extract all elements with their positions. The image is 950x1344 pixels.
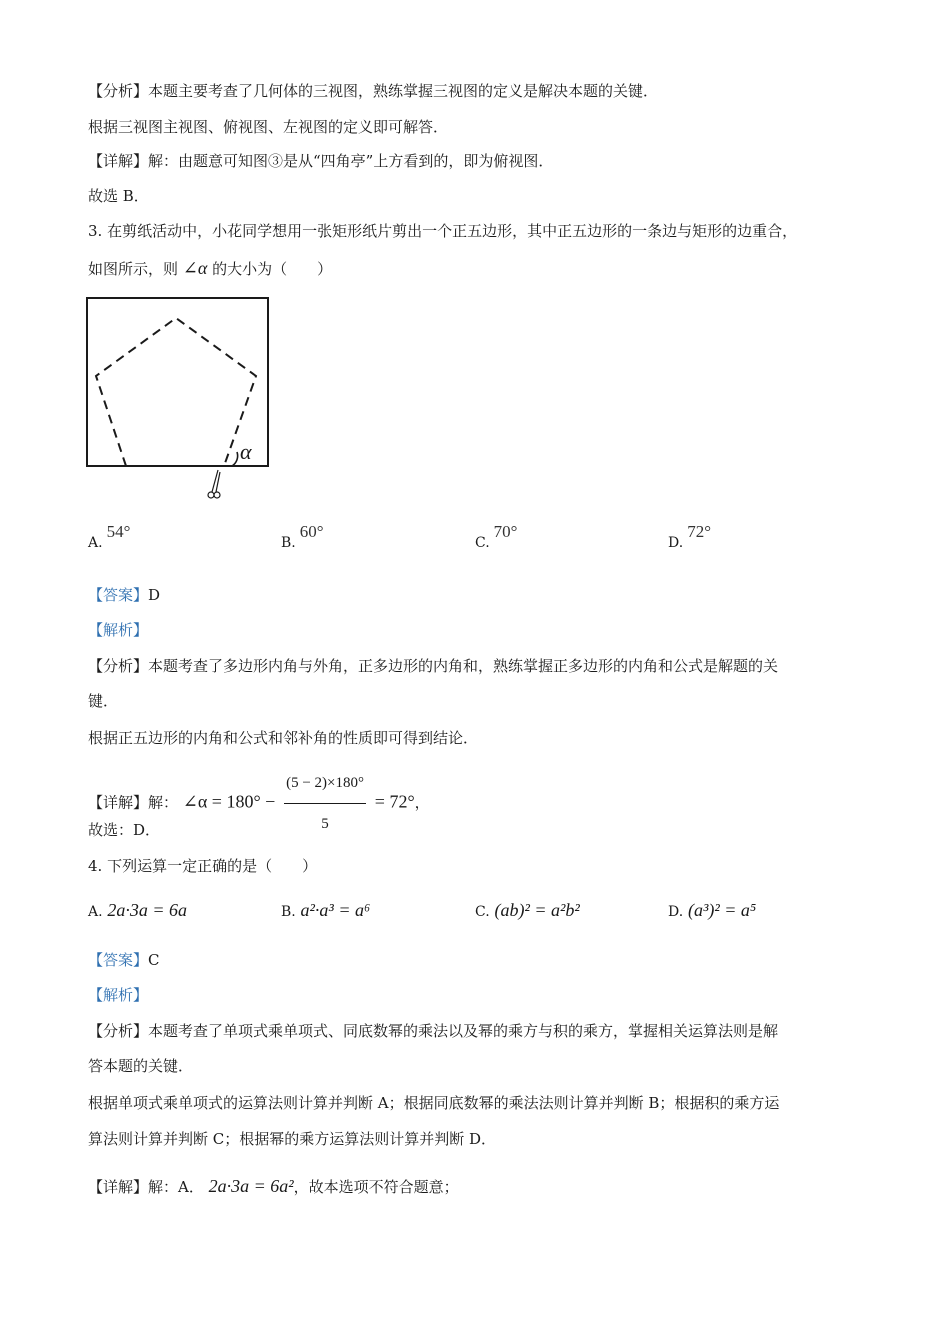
q4-option-a[interactable]: A. 2a·3a = 6a <box>88 900 187 920</box>
q4-answer <box>88 949 160 971</box>
detail-expr: 2a·3a = 6a² <box>208 1176 294 1196</box>
q3-option-a[interactable]: A.54° <box>88 522 131 551</box>
q4-analysis-2: 答本题的关键． <box>88 1057 194 1075</box>
answer-tag: 【答案】 <box>88 586 149 604</box>
angle-arc <box>232 452 238 466</box>
q4-option-c[interactable]: C. (ab)² = a²b² <box>475 900 580 920</box>
q3-answer <box>88 584 160 606</box>
pentagon-figure <box>84 296 284 510</box>
q4-method-1: 根据单项式乘单项式的运算法则计算并判断 A；根据同底数幂的乘法法则计算并判断 B；根据积的乘方运 <box>88 1094 780 1112</box>
q4-method-2: 算法则计算并判断 C；根据幂的乘方运算法则计算并判断 D． <box>88 1130 497 1148</box>
q4-detail: 【详解】解：A． 2a·3a = 6a²，故本选项不符合题意； <box>88 1176 459 1196</box>
prev-choice: 故选 B． <box>88 187 149 205</box>
detail-lhs: ∠α = 180° − <box>182 791 276 812</box>
q4-analysis-1: 【分析】本题考查了单项式乘单项式、同底数幂的乘法以及幂的乘方与积的乘方，掌握相关运算法则是解 <box>88 1022 779 1040</box>
q3-analysis-2: 键． <box>88 692 119 710</box>
q3-stem-line2 <box>88 257 332 280</box>
answer-value: D <box>148 586 161 604</box>
q3-analysis-1: 【分析】本题考查了多边形内角与外角，正多边形的内角和，熟练掌握正多边形的内角和公式是解题的关 <box>88 657 779 675</box>
q3-option-c[interactable]: C.70° <box>475 522 518 551</box>
prev-analysis: 【分析】本题主要考查了几何体的三视图，熟练掌握三视图的定义是解决本题的关键． <box>88 82 659 100</box>
pentagon-svg <box>84 296 284 506</box>
answer-tag: 【答案】 <box>88 951 149 969</box>
q3-option-b[interactable]: B.60° <box>281 522 324 551</box>
alpha-label: α <box>240 439 252 464</box>
scissors-icon <box>208 470 220 498</box>
dashed-pentagon <box>96 318 256 466</box>
q3-stem-text-b: 的大小为（ ） <box>212 260 333 278</box>
prev-detail: 【详解】解：由题意可知图③是从“四角亭”上方看到的，即为俯视图． <box>88 152 554 170</box>
q4-stem: 4. 下列运算一定正确的是（ ） <box>88 857 318 875</box>
q3-angle-symbol: ∠α <box>182 258 208 278</box>
q4-explain-tag: 【解析】 <box>88 986 149 1004</box>
q4-option-b[interactable]: B. a²·a³ = a⁶ <box>281 900 371 920</box>
answer-value: C <box>148 951 160 969</box>
q3-stem-text-a: 如图所示，则 <box>88 260 179 278</box>
prev-method: 根据三视图主视图、俯视图、左视图的定义即可解答． <box>88 118 449 136</box>
q3-detail: 【详解】解： ∠α = 180° − $\frac{(5 - 2)\times 180^\circ}{5}$ = 72°， <box>88 763 430 844</box>
q3-stem-line1: 3. 在剪纸活动中，小花同学想用一张矩形纸片剪出一个正五边形，其中正五边形的一条边与矩形的边重合， <box>88 222 798 240</box>
q4-option-d[interactable]: D. (a³)² = a⁵ <box>668 900 757 920</box>
fraction-denominator: 5 <box>321 816 329 832</box>
q3-choice: 故选：D． <box>88 821 161 839</box>
fraction-numerator: (5 − 2)×180° <box>284 763 366 804</box>
q3-option-d[interactable]: D.72° <box>668 522 711 551</box>
detail-rhs: = 72° <box>374 791 415 812</box>
detail-fraction <box>284 763 366 844</box>
q3-explain-tag: 【解析】 <box>88 621 149 639</box>
q3-method: 根据正五边形的内角和公式和邻补角的性质即可得到结论． <box>88 729 479 747</box>
